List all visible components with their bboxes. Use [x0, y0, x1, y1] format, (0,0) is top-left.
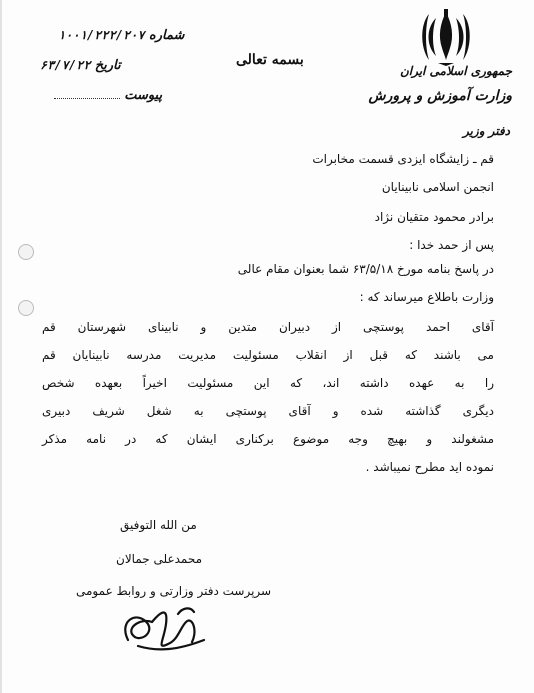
attachment-label: پیوست: [124, 88, 163, 103]
paragraph-1-line-1: در پاسخ بنامه مورخ ۶۳/۵/۱۸ شما بعنوان مقام عالی: [237, 262, 494, 276]
paragraph-2-line-1: آقای احمد پوستچی از دبیران متدین و نابینای شهرستان قم: [42, 320, 494, 334]
recipient-line-3: برادر محمود متقیان نژاد: [374, 210, 494, 224]
closing-phrase: من الله التوفیق: [120, 518, 197, 532]
date-label: تاریخ: [94, 58, 121, 73]
letterhead-republic: جمهوری اسلامی ایران: [399, 64, 512, 78]
paragraph-1-line-2: وزارت باطلاع میرساند که :: [359, 290, 494, 304]
paragraph-2-line-6: نموده اید مطرح نمیباشد .: [365, 460, 494, 474]
number-value: ۱۰۰۱/۲۲۲/۲۰۷: [58, 28, 145, 42]
handwritten-signature: [108, 600, 218, 660]
date-value: ۶۳/۷/۲۲: [40, 58, 91, 72]
binder-hole: [18, 244, 34, 260]
attachment-dots: [54, 98, 120, 99]
letter-number: [58, 28, 184, 43]
letterhead-ministry: وزارت آموزش و پرورش: [368, 88, 512, 104]
signatory-title: سرپرست دفتر وزارتی و روابط عمومی: [76, 584, 272, 598]
recipient-line-1: قم ـ زایشگاه ایزدی قسمت مخابرات: [312, 152, 494, 166]
letter-attachment: [54, 88, 162, 103]
binder-hole: [18, 300, 34, 316]
paragraph-2-line-4: دیگری گذاشته شده و آقای پوستچی به شغل شریف دبیری: [42, 404, 494, 418]
letter-date: [40, 58, 121, 73]
letterhead-office: دفتر وزیر: [462, 124, 510, 138]
signatory-name: محمدعلی جمالان: [116, 552, 203, 566]
bismillah-heading: بسمه تعالی: [236, 52, 304, 68]
paragraph-2-line-2: می باشند که قبل از انقلاب مسئولیت مدیریت مدرسه نابینایان قم: [42, 348, 494, 362]
greeting: پس از حمد خدا :: [409, 238, 494, 252]
iran-emblem-icon: [418, 8, 474, 68]
paragraph-2-line-5: مشغولند و بهیچ وجه موضوع برکناری ایشان که در نامه مذکر: [42, 432, 494, 446]
recipient-line-2: انجمن اسلامی نابینایان: [381, 180, 494, 194]
paragraph-2-line-3: را به عهده داشته اند، که این مسئولیت اخیراً بعهده شخص: [42, 376, 494, 390]
number-label: شماره: [148, 28, 185, 43]
